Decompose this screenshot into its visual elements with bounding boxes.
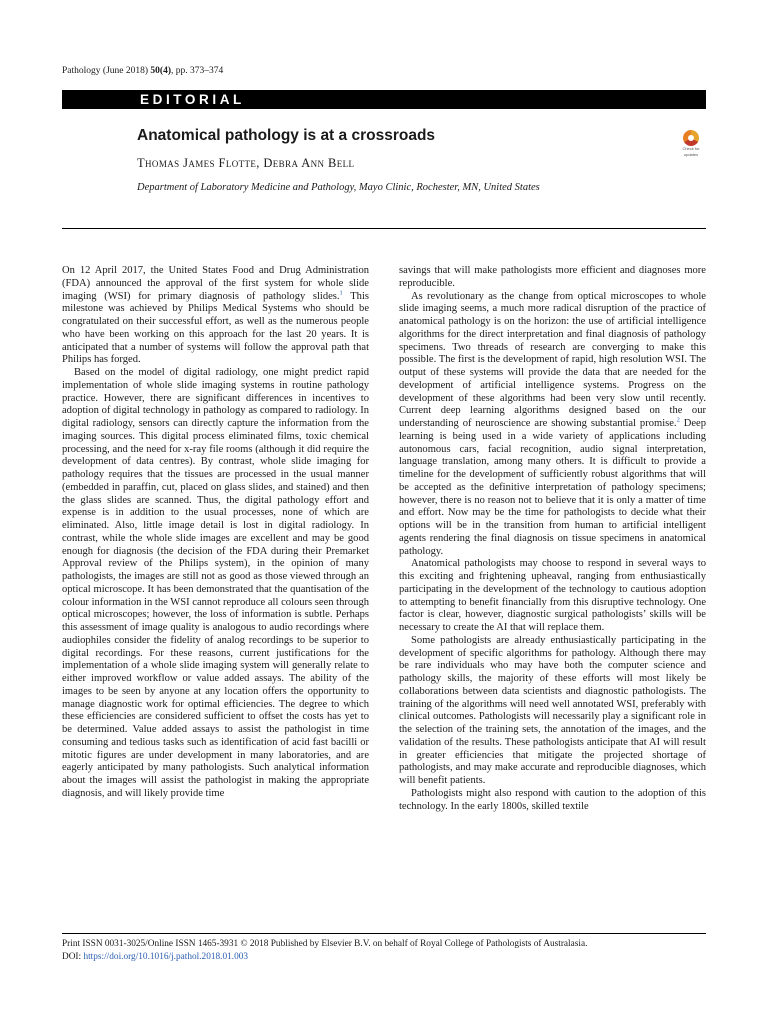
paragraph xyxy=(399,291,706,559)
article-authors: Thomas James Flotte, Debra Ann Bell xyxy=(137,156,355,170)
section-label-bar xyxy=(62,90,706,109)
paragraph: Pathologists might also respond with caution to the adoption of this technology. In the early 1800s, skilled textile xyxy=(399,787,706,812)
journal-pages: , pp. 373–374 xyxy=(170,66,224,76)
paragraph-text: Deep learning is being used in a wide variety of applications including autonomous cars, facial recognition, audio signal interpretation, language translation, among many others. It is difficult to provide a timeline for the development of sufficiently robust algorithms that will be accepted as the definitive interpretation of pathology specimens; however, there is no reason not to believe that it is only a matter of time and effort. Now may be the time for pathologists to decide what their options will be in the transition from human to artificial intelligent agents rendering the final diagnosis on tissue specimens in anatomical pathology. xyxy=(399,418,707,557)
journal-volume: 50(4) xyxy=(150,66,171,76)
paragraph: Anatomical pathologists may choose to respond in several ways to this exciting and frightening upheaval, ranging from enthusiastically participating in the development of the technology to cautious adoption to attempting to benefit financially from this disruptive technology. One factor is clear, however, diagnostic surgical pathologists’ skills will be necessary to create the AI that will replace them. xyxy=(399,558,706,633)
doi-label: DOI: xyxy=(62,952,84,962)
doi-link[interactable]: https://doi.org/10.1016/j.pathol.2018.01.003 xyxy=(83,952,249,962)
check-updates-icon xyxy=(683,130,699,146)
article-affiliation: Department of Laboratory Medicine and Pathology, Mayo Clinic, Rochester, MN, United States xyxy=(137,182,540,193)
badge-line2: updates xyxy=(683,151,699,157)
section-label: EDITORIAL xyxy=(140,92,245,107)
paragraph: Some pathologists are already enthusiastically participating in the development of specific algorithms for pathology. Although there may be rare individuals who may have both the computer science and pathology skills, the majority of these efforts will most likely be collaborations between data scientists and diagnostic pathologists. The training of the algorithms will need well annotated WSI, preferably with clinical outcomes. Pathologists will necessarily play a significant role in the selection of the training sets, the annotation of the images, and the validation of the results. These pathologists anticipate that AI will result in greater efficiencies that mitigate the projected shortage of pathologists, and may make accurate and reproducible diagnoses, which will benefit patients. xyxy=(399,634,706,786)
badge-line1: Check for xyxy=(682,146,700,151)
article-title: Anatomical pathology is at a crossroads xyxy=(137,127,436,144)
left-column xyxy=(62,265,369,801)
paragraph-text: On 12 April 2017, the United States Food and Drug Administration (FDA) announced the approval of the first system for whole slide imaging (WSI) for primary diagnosis of pathology slides. xyxy=(62,265,369,302)
journal-citation xyxy=(62,66,223,76)
issn-line: Print ISSN 0031-3025/Online ISSN 1465-3931 © 2018 Published by Elsevier B.V. on behalf of Royal College of Pathologists of Australasia. xyxy=(62,939,588,949)
doi-line xyxy=(62,951,587,964)
right-column xyxy=(399,265,706,813)
reference-link[interactable]: 2 xyxy=(676,416,680,424)
paragraph-text: As revolutionary as the change from optical microscopes to whole slide imaging seems, a much more radical disruption of the practice of anatomical pathology is on the horizon: the use of artificial intelligence algorithms for the direct interpretation and final diagnosis of pathology specimens. Two threads of research are converging to make this possible. The first is the development of rapid, high resolution WSI. The output of these systems will provide the data that are needed for the development of artificial intelligence systems. Progress on the development of these algorithms had been very slow until recently. Current deep learning algorithms designed based on the our understanding of neuroscience are showing substantial promise. xyxy=(399,290,706,429)
paragraph: Based on the model of digital radiology, one might predict rapid implementation of whole slide imaging systems in routine pathology practice. However, there are significant differences in incentives to adoption of digital technology in pathology as compared to radiology. In digital radiology, sensors can directly capture the information from the imaging sources. This digital process eliminated films, toxic chemical processing, and the need for x-ray file rooms (although it did require the development of data centres). By contrast, whole slide imaging for pathology requires that the tissues are processed in the usual manner (embedded in paraffin, cut, placed on glass slides, and stained) and then the glass slides are scanned. Thus, the digital pathology effort and expense is in addition to the usual processes, none of which are eliminated. Also, little image detail is lost in digital radiology. In contrast, while the whole slide images are excellent and may be good enough for diagnosis (the decision of the FDA during their Premarket Approval review of the Philips system), in the opinion of many pathologists, the images are still not as good as those viewed through an optical microscope. It has been demonstrated that the quantisation of the colour information in the WSI cannot reproduce all colours seen through optical microscopes; however, the loss of information is subtle. Perhaps this assessment of image quality is analogous to audio recordings where audiophiles consider the fidelity of analog recordings to be superior to digital recordings. For these reasons, current justifications for the implementation of a whole slide imaging system will generally relate to either improved workflow or value added assays. The ability of the images to be seen by anyone at any location offers the opportunity to manage diagnostic work for optimal efficiencies. The degree to which these efficiencies are considered sufficient to offset the costs has yet to be determined. Value added assays to assist the pathologist in time consuming and tedious tasks such as identification of acid fast bacilli or mitotic figures are under development in many laboratories, and are eagerly anticipated by many pathologists. Such analytical information about the images will assist the pathologist in making the appropriate diagnosis, and will likely provide time xyxy=(62,367,369,799)
check-for-updates-badge[interactable] xyxy=(676,130,706,162)
paragraph xyxy=(62,265,369,367)
footer-divider xyxy=(62,933,706,934)
paragraph-text: This milestone was achieved by Philips Medical Systems who should be congratulated on their successful effort, as well as the numerous people who have been working on this approach for the last 20 years. It is anticipated that a number of systems will follow the approval path that Philips has forged. xyxy=(62,290,369,366)
footer xyxy=(62,938,587,964)
header-divider xyxy=(62,228,706,229)
paragraph: savings that will make pathologists more efficient and diagnoses more reproducible. xyxy=(399,265,706,289)
journal-prefix: Pathology (June 2018) xyxy=(62,66,151,76)
reference-link[interactable]: 1 xyxy=(339,288,343,296)
